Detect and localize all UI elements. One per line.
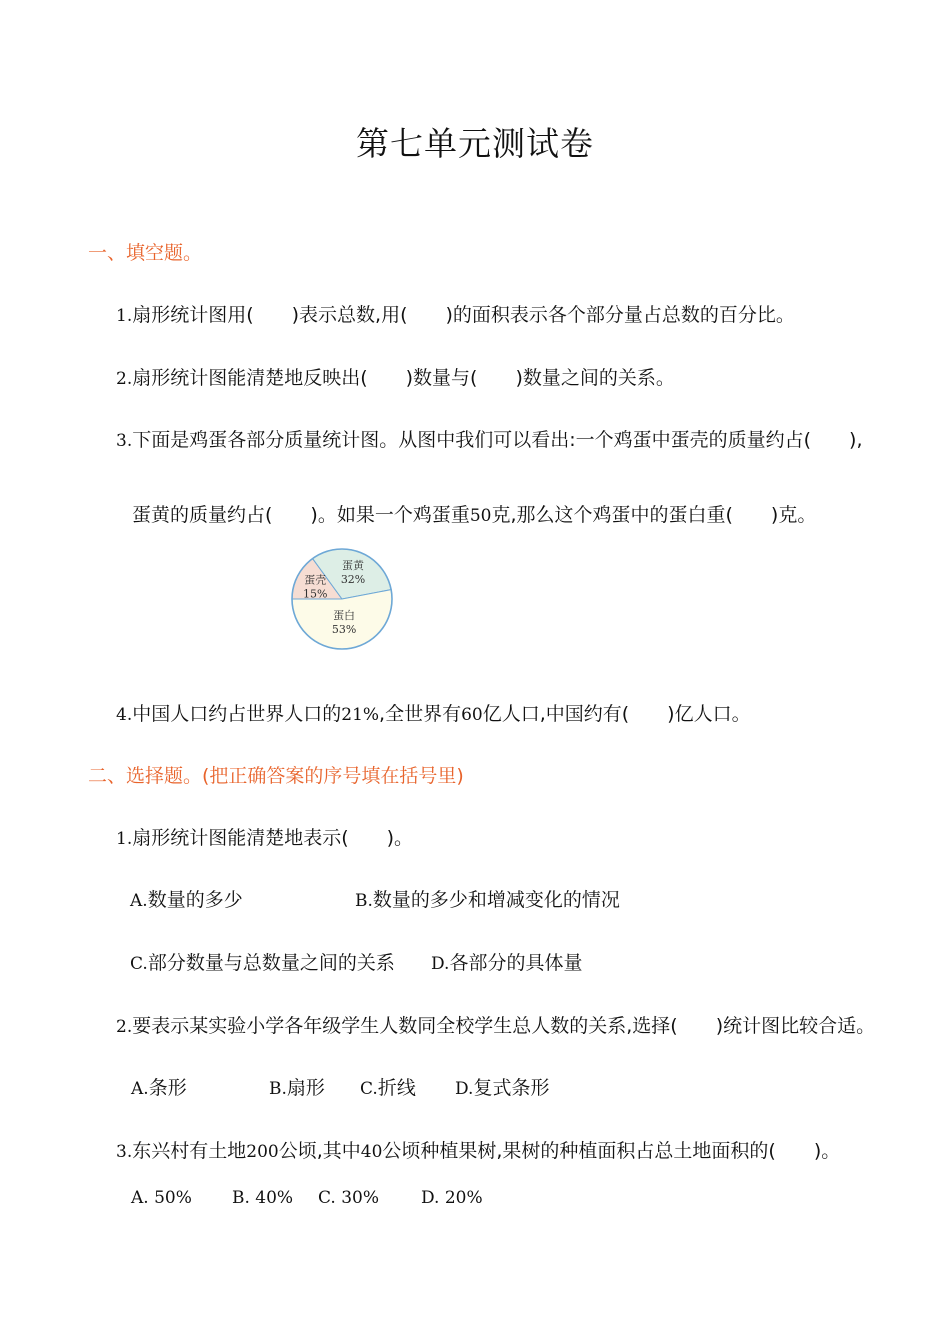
question-text: 扇形统计图能清楚地表示( )。 (132, 827, 414, 849)
option-2-2-b (269, 1073, 325, 1100)
option-letter: B. (269, 1079, 287, 1099)
question-number: 2. (116, 1017, 133, 1037)
option-2-3-c: C. 30% (318, 1188, 379, 1208)
option-text: 扇形 (286, 1077, 325, 1099)
question-2-2 (116, 1011, 875, 1038)
question-number: 1. (116, 306, 133, 326)
question-text: 扇形统计图用( )表示总数,用( )的面积表示各个部分量占总数的百分比。 (132, 304, 795, 326)
pie-value-label: 53% (331, 622, 357, 636)
pie-value-label: 32% (340, 573, 366, 587)
question-text: 克,那么这个鸡蛋中的蛋白重( )克。 (491, 504, 817, 526)
question-number: 2. (116, 369, 133, 389)
question-text: ,全世界有 (379, 703, 462, 725)
option-2-2-d (455, 1073, 549, 1100)
question-text: 扇形统计图能清楚地反映出( )数量与( )数量之间的关系。 (132, 367, 675, 389)
question-1-3-line-1 (116, 425, 863, 452)
option-text: 数量的多少和增减变化的情况 (372, 889, 620, 911)
question-text: 下面是鸡蛋各部分质量统计图。从图中我们可以看出:一个鸡蛋中蛋壳的质量约占( ), (132, 429, 863, 451)
option-2-1-a (130, 885, 243, 912)
number: 50 (469, 506, 492, 526)
question-text: 蛋黄的质量约占( )。如果一个鸡蛋重 (132, 504, 470, 526)
option-letter: A. (130, 891, 148, 911)
option-letter: D. (431, 954, 450, 974)
option-text: 条形 (148, 1077, 187, 1099)
question-number: 3. (116, 1142, 133, 1162)
question-number: 4. (116, 705, 133, 725)
option-letter: C. (360, 1079, 378, 1099)
option-text: 各部分的具体量 (449, 952, 583, 974)
option-2-3-b: B. 40% (232, 1188, 294, 1208)
option-2-2-c (360, 1073, 416, 1100)
number: 60 (461, 705, 483, 725)
option-2-3-d: D. 20% (421, 1188, 483, 1208)
pie-value-label: 15% (303, 587, 328, 601)
option-text: 部分数量与总数量之间的关系 (147, 952, 395, 974)
question-2-1 (116, 823, 413, 850)
option-letter: D. (455, 1079, 474, 1099)
option-text: 折线 (377, 1077, 416, 1099)
question-1-1 (116, 300, 795, 327)
option-2-1-c (130, 948, 395, 975)
question-1-4 (116, 699, 751, 726)
question-text: 中国人口约占世界人口的 (132, 703, 342, 725)
question-2-3 (116, 1136, 840, 1163)
question-text: 东兴村有土地 (132, 1140, 247, 1162)
question-number: 3. (116, 431, 133, 451)
question-number: 1. (116, 829, 133, 849)
pie-category-label: 蛋黄 (342, 559, 365, 573)
option-letter: A. (131, 1079, 149, 1099)
page-title: 第七单元测试卷 (356, 124, 594, 163)
option-letter: B. (355, 891, 373, 911)
number: 21% (341, 705, 380, 725)
pie-category-label: 蛋壳 (304, 573, 327, 587)
option-2-3-a: A. 50% (131, 1188, 192, 1208)
pie-category-label: 蛋白 (333, 608, 356, 622)
option-text: 复式条形 (473, 1077, 550, 1099)
question-text: 公顷,其中 (278, 1140, 361, 1162)
question-1-2 (116, 363, 675, 390)
egg-pie-chart (288, 546, 396, 652)
question-1-3-line-2 (132, 500, 816, 527)
question-text: 公顷种植果树,果树的种植面积占总土地面积的( )。 (382, 1140, 841, 1162)
question-text: 要表示某实验小学各年级学生人数同全校学生总人数的关系,选择( )统计图比较合适。 (132, 1015, 876, 1037)
option-text: 数量的多少 (147, 889, 243, 911)
question-text: 亿人口,中国约有( )亿人口。 (482, 703, 751, 725)
option-letter: C. (130, 954, 148, 974)
option-2-1-b (355, 885, 620, 912)
section-2-heading: 二、选择题。(把正确答案的序号填在括号里) (88, 765, 464, 787)
number: 200 (246, 1142, 279, 1162)
section-1-heading: 一、填空题。 (88, 242, 203, 264)
option-2-2-a (131, 1073, 187, 1100)
number: 40 (360, 1142, 383, 1162)
option-2-1-d (431, 948, 582, 975)
